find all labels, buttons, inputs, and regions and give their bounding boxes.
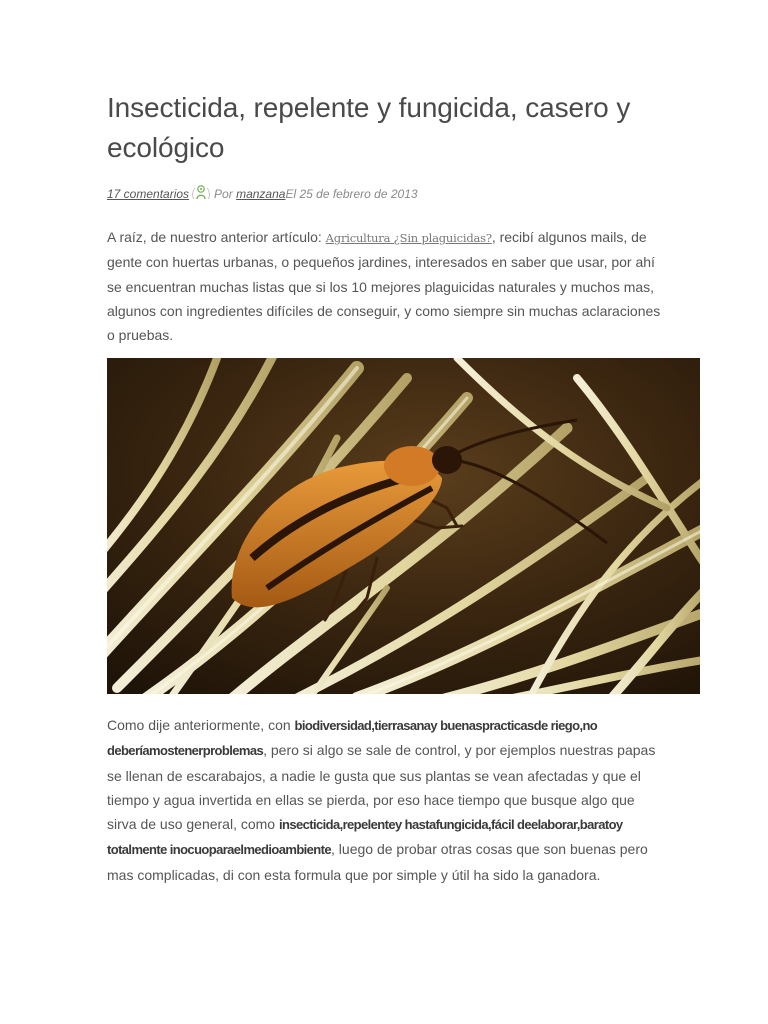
comments-link[interactable]: 17 comentarios [107, 187, 190, 201]
por-label: Por [214, 187, 233, 201]
article-title: Insecticida, repelente y fungicida, casero y ecológico [107, 92, 631, 163]
intro-text-1: A raíz, de nuestro anterior artículo: [107, 229, 326, 245]
avatar-icon [191, 183, 211, 205]
author-link[interactable]: manzana [236, 187, 286, 201]
body-text-2: , pero si algo se sale de control, y por ejemplos nuestras papas se llenan de escarabajos, a nadie le gusta que sus plantas se vean afectadas y que el tiempo y agua invertida en ellas se pierda, por eso hace tiempo que busque algo que sirva de uso general, como [107, 742, 656, 833]
article [107, 88, 667, 883]
body-text-1: Como dije anteriormente, con [107, 717, 295, 733]
intro-paragraph [107, 225, 667, 347]
post-meta [107, 182, 667, 206]
body-text-3: , luego de probar otras cosas que son buenas pero mas complicadas, di con esta formula que por simple y útil ha sido la ganadora. [107, 841, 648, 883]
body-bold-2: insecticida,repelentey hastafungicida,fácil deelaborar,baratoy totalmente inocuoparaelmedioambiente [107, 817, 623, 858]
intro-text-2: , recibí algunos mails, de gente con huertas urbanas, o pequeños jardines, interesados en saber que usar, por ahí se encuentran muchas listas que si los 10 mejores plaguicidas naturales y muchos mas, algunos con ingredientes difíciles de conseguir, y como siempre sin muchas aclaraciones o pruebas. [107, 229, 661, 344]
post-date: El 25 de febrero de 2013 [285, 187, 418, 201]
beetle-photo [107, 358, 700, 694]
body-paragraph [107, 713, 667, 887]
related-article-link[interactable]: Agricultura ¿Sin plaguicidas? [325, 231, 492, 245]
body-bold-1: biodiversidad,tierrasanay buenaspracticasde riego,no deberíamostenerproblemas [107, 718, 598, 759]
